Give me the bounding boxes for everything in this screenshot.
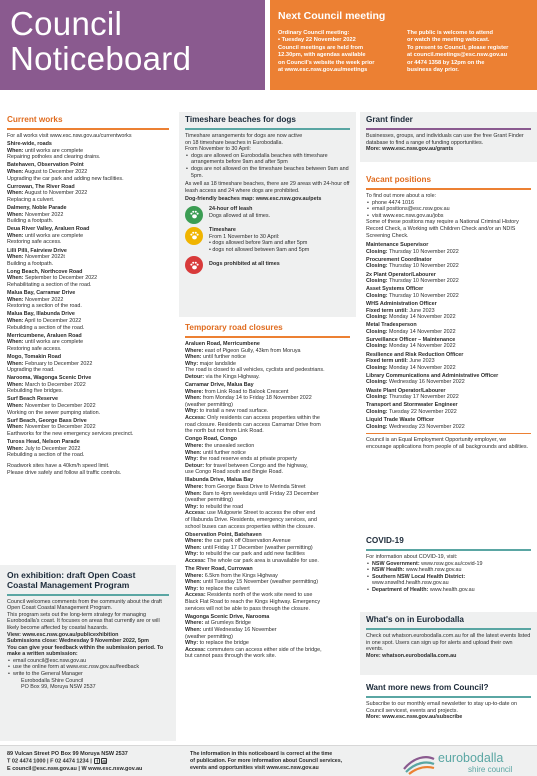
detail-line: Access: The whole car park area is unavailable for use. [185, 558, 319, 564]
works-item [7, 269, 169, 289]
grant-heading: Grant finder [366, 115, 413, 124]
legend-title: Timeshare [209, 226, 236, 233]
detail-line: Access: use Mulgowrie Street to access the other end [185, 510, 316, 517]
detail-line: Restoring safe access. [7, 345, 62, 352]
closures-heading: Temporary road closures [185, 323, 283, 332]
detail-line: Black Flat Road to reach the Kings Highway. Emergency [185, 599, 321, 606]
list-item: • use the online form at www.esc.nsw.gov.au/feedback [13, 664, 169, 671]
council-logo [400, 749, 532, 776]
detail-line: Upgrading the car park and adding new facilities. [7, 175, 124, 182]
detail-line: Why: to replace the culvert [185, 585, 250, 592]
closure-item [185, 566, 350, 612]
svg-text:eurobodalla: eurobodalla [438, 751, 504, 765]
works-item-title: Currowan, The River Road [7, 183, 75, 190]
detail-line: Fixed term until: June 2023 [366, 358, 435, 365]
disclaimer-line: The information in this noticeboard is correct at the time [190, 751, 333, 757]
prohibited-paw-icon [185, 256, 203, 274]
closure-item [185, 532, 350, 565]
meeting-line: business day prior. [407, 67, 459, 74]
beaches-note: As well as 18 timeshare beaches, there are 29 areas with 24-hour off leash access and 24 where dogs are prohibited. [185, 181, 350, 194]
meeting-line: The public is welcome to attend [407, 30, 493, 36]
works-item [7, 333, 169, 353]
legend-item [185, 227, 350, 253]
closure-item [185, 436, 350, 476]
job-item-title: Metal Tradesperson [366, 322, 417, 329]
closures-list [185, 341, 350, 660]
vacancies-contact [366, 200, 531, 220]
notice-line: Please drive safely and follow all traffic controls. [7, 469, 122, 476]
intro-line: on 18 timeshare beaches in Eurobodalla. [185, 139, 283, 146]
exhibition-close: Submissions close: Wednesday 9 November 2022, 5pm [7, 638, 149, 645]
works-item-title: Merricumbene, Araluen Road [7, 332, 82, 339]
detail-line: Closing: Monday 14 November 2022 [366, 343, 456, 350]
facebook-icon[interactable]: f [94, 758, 100, 764]
whatson-link[interactable]: More: whatson.eurobodalla.com.au [366, 652, 457, 659]
covid-section [360, 533, 537, 594]
beaches-rules [185, 153, 350, 179]
detail-line: Rehabilitating a section of the road. [7, 281, 92, 288]
vacancies-heading: Vacant positions [366, 175, 432, 184]
beaches-intro [185, 133, 350, 153]
detail-line: When: April to December 2022 [7, 317, 82, 324]
detail-line: Rebuilding five bridges. [7, 388, 64, 395]
works-item [7, 418, 169, 438]
works-item [7, 354, 169, 374]
divider [7, 128, 169, 130]
closure-item [185, 382, 350, 435]
detail-line: When: September to December 2022 [7, 275, 98, 282]
news-link[interactable]: More: www.esc.nsw.gov.au/subscribe [366, 714, 463, 721]
detail-line: Repairing potholes and clearing drains. [7, 154, 101, 161]
detail-line: school buses can access properties within the closure. [185, 523, 316, 530]
job-item-title: WHS Administration Officer [366, 300, 437, 307]
works-item-title: Malua Bay, Carramar Drive [7, 290, 76, 297]
exhibition-feedback: You can give your feedback within the submission period. To make a written submission: [7, 644, 164, 658]
disclaimer-line: of publication. For more information about Council services, [190, 758, 343, 765]
works-item [7, 141, 169, 161]
detail-line: Rebuilding a section of the road. [7, 452, 85, 459]
works-item [7, 290, 169, 310]
detail-line: When: until Tuesday 15 November (weather permitting) [185, 579, 319, 586]
legend-title: Dogs prohibited at all times [209, 261, 280, 268]
meeting-line: on Council's website the week prior [278, 59, 375, 66]
closure-item-title: The River Road, Currowan [185, 566, 253, 573]
job-item [366, 373, 531, 386]
detail-line: Detour: for travel between Congo and the highway, [185, 462, 308, 469]
detail-line: When: until further notice [185, 354, 246, 361]
detail-line: Upgrading the road. [7, 367, 55, 374]
current-works-section [0, 112, 176, 477]
off-leash-paw-icon [185, 206, 203, 224]
detail-line: Closing: Thursday 10 November 2022 [366, 263, 459, 270]
divider [366, 188, 531, 190]
job-item [366, 417, 531, 430]
exhibition-view: View: www.esc.nsw.gov.au/publicexhibition [7, 631, 119, 638]
job-item-title: Procurement Coordinator [366, 256, 432, 263]
works-item-title: Lilli Pilli, Fairview Drive [7, 247, 67, 254]
detail-line: The road is closed to all vehicles, cyclists and pedestrians. [185, 367, 325, 374]
legend-line: • dogs not allowed between 9am and 5pm [209, 246, 310, 253]
detail-line: Where: at Grumleys Bridge [185, 620, 251, 627]
detail-line: Restoring a section of the road. [7, 303, 82, 310]
vacancies-intro: To find out more about a role: [366, 193, 437, 199]
notice-line: Roadwork sites have a 40km/h speed limit. [7, 463, 110, 470]
detail-line: Rebuilding a section of the road. [7, 324, 85, 331]
whatson-text: Check out whatson.eurobodalla.com.au for all the latest events listed in one spot. Users can sign up for alerts and upload their own events. [366, 633, 531, 653]
list-item: • visit www.esc.nsw.gov.au/jobs [372, 213, 531, 220]
timeshare-paw-icon [185, 227, 203, 245]
detail-line: Why: to rebuild the road [185, 503, 244, 510]
divider [366, 128, 531, 130]
works-item [7, 439, 169, 459]
works-item-title: Long Beach, Northcove Road [7, 268, 83, 275]
detail-line: When: August to December 2022 [7, 168, 88, 175]
list-item: • write to the General Manager [13, 671, 169, 678]
works-item [7, 184, 169, 204]
detail-line: Where: the car park off Observation Avenue [185, 538, 291, 545]
disclaimer [190, 751, 360, 772]
exhibition-address [7, 678, 169, 691]
detail-line: When: November to December 2022 [7, 403, 96, 410]
works-item-title: Batehaven, Observation Point [7, 162, 84, 169]
contact-details: 89 Vulcan Street PO Box 99 Moruya NSW 2537 T 02 4474 1000 | F 02 4474 1234 | f ◎ E council@esc.nsw.gov.au | W www.esc.nsw.gov.au [7, 751, 143, 773]
meeting-line: 12.30pm, with agendas available [278, 52, 366, 59]
legend-title: 24-hour off leash [209, 205, 253, 212]
detail-line: Closing: Thursday 10 November 2022 [366, 278, 459, 285]
intro-line: From November to 30 April: [185, 146, 251, 153]
submission-methods [7, 658, 169, 678]
detail-line: Working on the sewer pumping station. [7, 409, 101, 416]
intro-line: Timeshare arrangements for dogs are now active [185, 133, 303, 139]
divider [7, 594, 169, 596]
legend-line: • dogs allowed before 9am and after 5pm [209, 240, 308, 247]
detail-line: but cannot pass through the work site. [185, 653, 277, 660]
detail-line: When: November 2022 [7, 211, 64, 218]
detail-line: Building a footpath. [7, 218, 54, 225]
closure-item [185, 477, 350, 530]
divider [366, 628, 531, 630]
detail-line: Replacing a culvert. [7, 196, 55, 203]
works-item [7, 205, 169, 225]
detail-line: When: from Monday 14 to Friday 18 November 2022 [185, 395, 312, 402]
works-item [7, 226, 169, 246]
detail-line: Access: Residents north of the work site need to use [185, 592, 313, 599]
meeting-line: • Tuesday 22 November 2022 [278, 37, 356, 44]
divider [185, 336, 350, 338]
works-item [7, 311, 169, 331]
legend-text [209, 206, 270, 219]
detail-line: Closing: Thursday 10 November 2022 [366, 292, 459, 299]
grant-link[interactable]: More: www.esc.nsw.gov.au/grants [366, 146, 454, 153]
detail-line: use Congo Road south and Bingie Road. [185, 469, 284, 476]
closure-item-title: Illabunda Drive, Malua Bay [185, 477, 254, 484]
detail-line: Closing: Wednesday 23 November 2022 [366, 423, 465, 430]
detail-line: When: November 2022 [7, 296, 64, 303]
beaches-section [179, 112, 356, 317]
eeo-statement: Council is an Equal Employment Opportunity employer, we encourage applications from people of all backgrounds and abilities. [366, 437, 529, 450]
covid-intro: For information about COVID-19, visit: [366, 554, 458, 560]
job-item-title: Resilience and Risk Reduction Officer [366, 351, 464, 358]
detail-line: Closing: Thursday 17 November 2022 [366, 394, 459, 401]
detail-line: Fixed term until: June 2023 [366, 307, 435, 314]
closure-item-title: Carramar Drive, Malua Bay [185, 382, 254, 389]
detail-line: Access: Only residents can access properties within the [185, 415, 320, 422]
detail-line: When: until works are complete [7, 339, 84, 346]
svg-text:shire council: shire council [468, 765, 513, 774]
meeting-panel [270, 0, 537, 90]
job-item-title: Liquid Trade Waste Officer [366, 416, 435, 423]
detail-line: Building a footpath. [7, 260, 54, 267]
detail-line: of Illabunda Drive. Residents, emergency services, and [185, 516, 317, 523]
works-item-title: Tuross Head, Nelson Parade [7, 439, 80, 446]
detail-line: When: February to December 2022 [7, 360, 93, 367]
detail-line: When: until works are complete [7, 232, 84, 239]
exhibition-heading: On exhibition: draft Open Coast Coastal Management Program [7, 570, 136, 590]
works-item [7, 248, 169, 268]
works-item [7, 162, 169, 182]
job-item-title: Waste Plant Operator/Labourer [366, 387, 446, 394]
current-works-intro: For all works visit www.esc.nsw.gov.au/currentworks [7, 133, 132, 139]
vacancies-note: Some of these positions may require a National Criminal History Record Check, a Working with Children Check and/or an NDIS Screening Check. [366, 219, 519, 239]
meeting-register [407, 30, 533, 74]
job-item [366, 286, 531, 299]
detail-line: When: until Friday 17 December (weather permitting) [185, 544, 313, 551]
divider [185, 128, 350, 130]
covid-heading: COVID-19 [366, 536, 404, 545]
beaches-map-link[interactable]: Dog-friendly beaches map: www.esc.nsw.gov.au/pets [185, 196, 322, 203]
list-item: • dogs are not allowed on the timeshare beaches between 9am and 5pm. [191, 166, 350, 179]
works-item-title: Mogo, Tomakin Road [7, 353, 62, 360]
works-item-title: Surf Beach, George Bass Drive [7, 417, 87, 424]
news-text: Subscribe to our monthly email newsletter to stay up-to-date on Council servicest, events and projects. [366, 701, 518, 714]
detail-line: Where: from George Bass Drive to Merinda Street [185, 483, 306, 490]
job-item-title: Asset Systems Officer [366, 286, 424, 293]
detail-line: Closing: Wednesday 16 November 2022 [366, 379, 465, 386]
detail-line: the north but not from Link Road. [185, 428, 264, 435]
detail-line: Where: east of Pigeon Gully, 43km from Moruya [185, 347, 301, 354]
detail-line: Closing: Tuesday 22 November 2022 [366, 408, 457, 415]
job-item [366, 322, 531, 335]
works-item-title: Shire-wide, roads [7, 141, 52, 148]
disclaimer-line: events and opportunities visit www.esc.nsw.gov.au [190, 765, 319, 772]
job-item [366, 337, 531, 350]
closure-item [185, 614, 350, 660]
roadwork-notice [7, 463, 169, 476]
detail-line: Why: to install a new road surface. [185, 408, 269, 415]
works-item-title: Malua Bay, Illabunda Drive [7, 311, 75, 318]
detail-line: When: November 2022t [7, 254, 65, 261]
detail-line: (weather permitting) [185, 633, 233, 640]
exhibition-section [0, 565, 176, 741]
meeting-line: or watch the meeting webcast. [407, 37, 490, 44]
job-item-title: 2x Plant Operator/Labourer [366, 271, 436, 278]
news-heading: Want more news from Council? [366, 683, 489, 692]
beaches-heading: Timeshare beaches for dogs [185, 115, 296, 124]
job-item-title: Maintenance Supervisor [366, 242, 429, 249]
paragraph: This program sets out the long-term strategy for managing Eurobodalla's coast. It focuses on areas that currently are or will likely become affected by coastal hazards. [7, 611, 160, 631]
covid-links [366, 561, 531, 594]
meeting-line: at www.esc.nsw.gov.au/meetings [278, 67, 368, 74]
covid-link[interactable]: • NSW Health: www.health.nsw.gov.au [372, 567, 531, 574]
closure-item-title: Congo Road, Congo [185, 436, 238, 443]
address-line: PO Box 99, Moruya NSW 2537 [21, 684, 96, 691]
detail-line: When: until Wednesday 16 November [185, 626, 277, 633]
works-item-title: Dalmeny, Noble Parade [7, 204, 67, 211]
detail-line: Why: the road reserve ends at private property [185, 456, 298, 463]
detail-line: road closure. Residents can access Carramar Drive from [185, 421, 321, 428]
job-item-title: Library Communications and Administrative Officer [366, 372, 499, 379]
covid-link[interactable]: • Southern NSW Local Health District: www.snswlhd.health.nsw.gov.au [372, 574, 531, 587]
detail-line: When: until further notice [185, 449, 246, 456]
detail-line: Why: major landslide [185, 360, 236, 367]
detail-line: Closing: Monday 14 November 2022 [366, 364, 456, 371]
divider [366, 549, 531, 551]
covid-link[interactable]: • Department of Health: www.health.gov.au [372, 587, 531, 594]
detail-line: services will not be able to pass through the closure. [185, 605, 310, 612]
job-item-title: Surveillance Officer – Maintenance [366, 336, 456, 343]
legend-text [209, 227, 309, 253]
closures-section [179, 320, 356, 661]
meeting-line: Council meetings are held from [278, 44, 364, 51]
works-item-title: Narooma, Wagonga Scenic Drive [7, 375, 92, 382]
meeting-heading: Next Council meeting [278, 10, 386, 22]
header-title-panel [0, 0, 265, 90]
grant-section [360, 112, 537, 162]
address-line: Eurobodalla Shire Council [21, 677, 84, 684]
detail-line: Closing: Thursday 10 November 2022 [366, 248, 459, 255]
legend-item [185, 256, 350, 274]
works-item [7, 396, 169, 416]
detail-line: Closing: Monday 14 November 2022 [366, 328, 456, 335]
detail-line: (weather permitting) [185, 401, 233, 408]
list-item: • email positions@esc.nsw.gov.au [372, 206, 531, 213]
logo-mark-icon [400, 749, 532, 775]
whatson-section [360, 612, 537, 675]
detail-line: When: 8am to 4pm weekdays until Friday 23 December [185, 490, 319, 497]
job-item [366, 388, 531, 401]
vacancies-section [360, 172, 537, 450]
job-item-title: Transport and Stormwater Engineer [366, 402, 458, 409]
legend-line: Dogs allowed at all times. [209, 212, 271, 219]
list-item: • phone 4474 1016 [372, 200, 531, 207]
detail-line: Access: commuters can access either side of the bridge, [185, 646, 322, 653]
job-item [366, 257, 531, 270]
detail-line: Where: the unsealed section [185, 442, 255, 449]
job-item [366, 272, 531, 285]
grant-text: Businesses, groups, and individuals can use the free Grant Finder database to find a range of funding opportunities. [366, 133, 524, 146]
detail-line: Detour: via the Kings Highway. [185, 373, 260, 380]
meeting-line: or 4474 1358 by 12pm on the [407, 59, 485, 66]
current-works-heading: Current works [7, 115, 63, 124]
job-item [366, 242, 531, 255]
instagram-icon[interactable]: ◎ [102, 759, 107, 765]
job-item [366, 352, 531, 372]
detail-line: When: August to November 2022 [7, 190, 88, 197]
jobs-list [366, 242, 531, 430]
news-section [360, 680, 537, 721]
detail-line: When: July to December 2022 [7, 445, 81, 452]
current-works-list [7, 141, 169, 459]
closure-item-title: Wagonga Scenic Drive, Narooma [185, 613, 270, 620]
divider [366, 433, 531, 434]
detail-line: Earthworks for the new emergency services precinct. [7, 430, 134, 437]
detail-line: When: March to December 2022 [7, 381, 86, 388]
detail-line: (weather permitting) [185, 497, 233, 504]
closure-item [185, 341, 350, 381]
page-footer [0, 745, 537, 776]
whatson-heading: What's on in Eurobodalla [366, 615, 464, 624]
works-item-title: Surf Beach Reserve [7, 396, 58, 403]
legend-line: From 1 November to 30 April: [209, 233, 280, 240]
legend-item [185, 206, 350, 224]
job-item [366, 402, 531, 415]
detail-line: Why: to replace the bridge [185, 640, 249, 647]
detail-line: Why: to rebuild the car park and add new facilities [185, 551, 305, 558]
detail-line: When: November to December 2022 [7, 424, 96, 431]
meeting-line: Ordinary Council meeting: [278, 30, 350, 36]
job-item [366, 301, 531, 321]
covid-link[interactable]: • NSW Government: www.nsw.gov.au/covid-19 [372, 561, 531, 568]
list-item: • dogs are allowed on Eurobodalla beaches with timeshare arrangements before 9am and after 5pm [191, 153, 350, 166]
paragraph: Council welcomes comments from the community about the draft Open Coast Coastal Management Program. [7, 598, 162, 612]
detail-line: When: until works are complete [7, 147, 84, 154]
closure-item-title: Araluen Road, Merricumbene [185, 341, 260, 347]
detail-line: Restoring safe access. [7, 239, 62, 246]
works-item [7, 375, 169, 395]
page-title: Council Noticeboard [10, 5, 192, 77]
beaches-legend [185, 206, 350, 274]
exhibition-text [7, 599, 169, 632]
detail-line: Where: 6.5km from the Kings Highway [185, 572, 278, 579]
detail-line: Closing: Monday 14 November 2022 [366, 314, 456, 321]
meeting-line: at council.meetings@esc.nsw.gov.au [407, 52, 508, 59]
meeting-details [278, 30, 408, 74]
divider [366, 696, 531, 698]
list-item: • email council@esc.nsw.gov.au [13, 658, 169, 665]
meeting-line: To present to Council, please register [407, 44, 509, 51]
legend-text [209, 256, 280, 268]
detail-line: Where: from Link Road to Balook Crescent [185, 388, 289, 395]
works-item-title: Deua River Valley, Araluen Road [7, 226, 90, 233]
closure-item-title: Observation Point, Batehaven [185, 531, 262, 538]
